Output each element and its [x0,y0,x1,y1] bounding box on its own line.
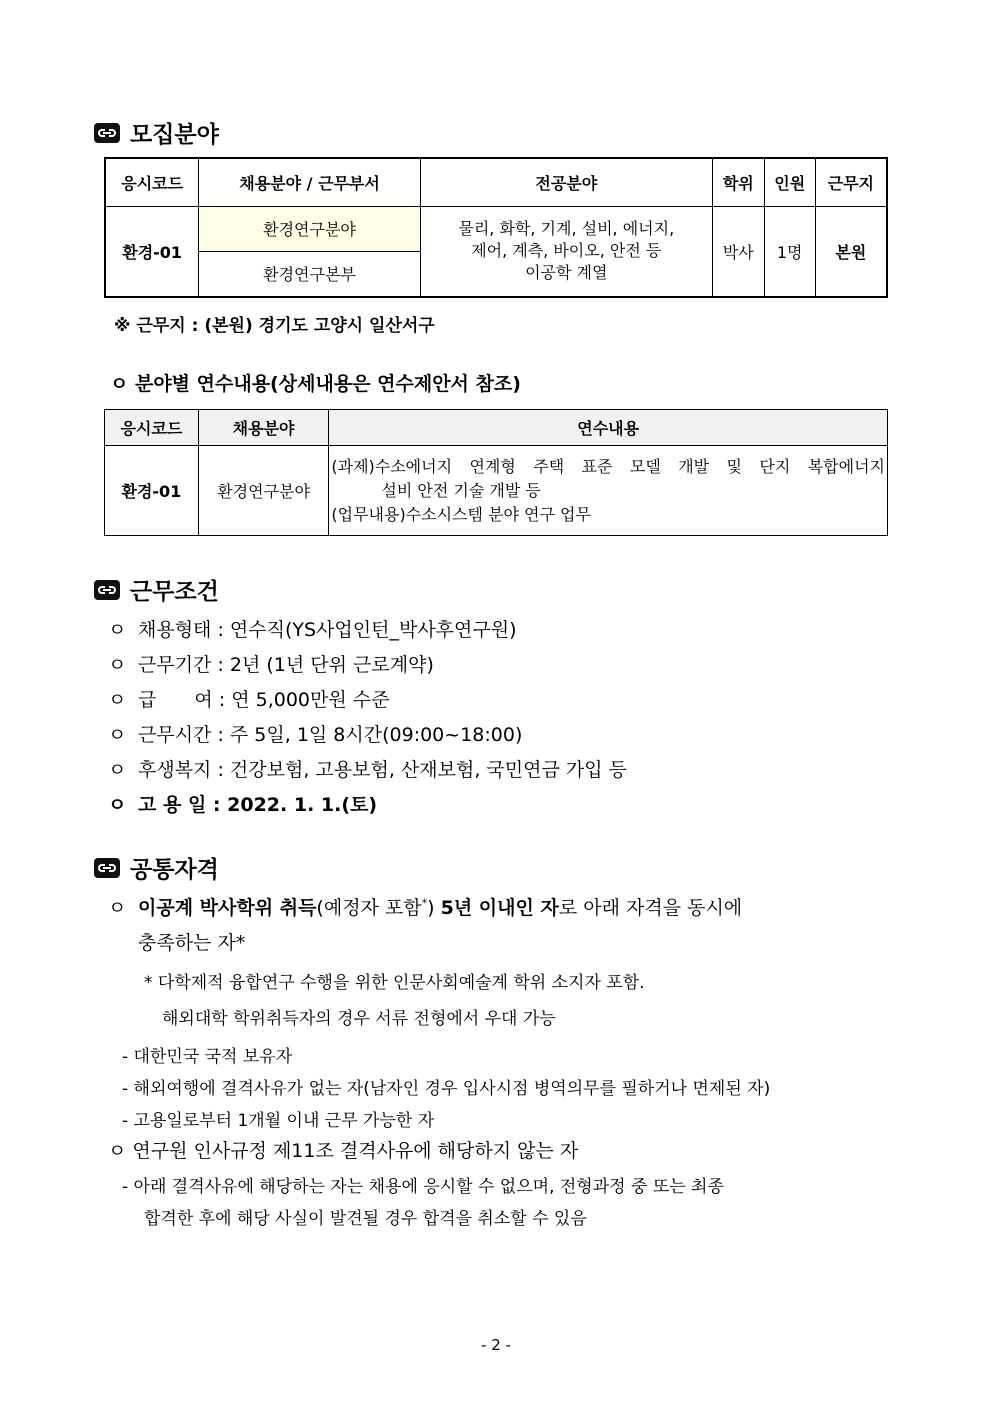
location-note: ※ 근무지 : (본원) 경기도 고양시 일산서구 [114,316,435,336]
list-item: - 해외여행에 결격사유가 없는 자(남자인 경우 입사시점 병역의무를 필하거나 면제된 자) [122,1079,771,1099]
qualification-item-1-cont: 충족하는 자* [138,932,246,954]
location-cell: 본원 [815,206,887,297]
header-cell: 학위 [712,158,764,206]
header-cell: 채용분야 / 근무부서 [199,158,420,206]
header-cell: 전공분야 [420,158,712,206]
list-item: ㅇ 근무시간 : 주 5일, 1일 8시간(09:00~18:00) [108,724,523,746]
list-item: - 고용일로부터 1개월 이내 근무 가능한 자 [122,1111,435,1131]
major-cell: 물리, 화학, 기계, 설비, 에너지, 제어, 계측, 바이오, 안전 등 이공학 계열 [420,206,712,297]
table-row [105,206,887,251]
field-cell: 환경연구분야 [198,446,329,536]
link-icon [94,580,120,600]
list-item: ㅇ 채용형태 : 연수직(YS사업인턴_박사후연구원) [108,619,517,641]
list-item: - 대한민국 국적 보유자 [122,1047,293,1067]
header-cell: 응시코드 [105,410,199,446]
list-item: ㅇ 후생복지 : 건강보험, 고용보험, 산재보험, 국민연금 가입 등 [108,759,627,781]
link-icon [94,123,120,143]
list-item: ㅇ 근무기간 : 2년 (1년 단위 근로계약) [108,654,434,676]
header-cell: 근무지 [815,158,887,206]
list-item: - 아래 결격사유에 해당하는 자는 채용에 응시할 수 없으며, 전형과정 중 또는 최종 [122,1177,724,1197]
list-item: ㅇ 고 용 일 : 2022. 1. 1.(토) [108,794,378,816]
subsection-title: ㅇ 분야별 연수내용(상세내용은 연수제안서 참조) [110,373,521,395]
qualification-item-1: ㅇ 이공계 박사학위 취득(예정자 포함*) 5년 이내인 자로 아래 자격을 동시에 [108,896,743,919]
table-header-row [105,158,887,206]
section-title-qualifications: 공통자격 [94,851,219,884]
footnote: * 다학제적 융합연구 수행을 위한 인문사회예술계 학위 소지자 포함. [144,973,645,993]
header-cell: 인원 [764,158,815,206]
list-item: ㅇ 급 여 : 연 5,000만원 수준 [108,689,390,711]
field-cell: 환경연구분야 [199,206,420,251]
dept-cell: 환경연구본부 [199,251,420,297]
header-cell: 연수내용 [329,410,888,446]
link-icon [94,858,120,878]
table-row [105,446,888,536]
degree-cell: 박사 [712,206,764,297]
code-cell: 환경-01 [105,446,199,536]
section-title-recruitment: 모집분야 [94,116,219,149]
page-number: - 2 - [481,1336,511,1354]
recruitment-table [104,157,888,298]
list-item-cont: 합격한 후에 해당 사실이 발견될 경우 합격을 취소할 수 있음 [144,1209,587,1229]
conditions-list [108,615,627,825]
training-table [104,409,888,536]
section-title-conditions: 근무조건 [94,573,219,606]
header-cell: 채용분야 [198,410,329,446]
code-cell: 환경-01 [105,206,199,297]
qualification-item-2: ㅇ 연구원 인사규정 제11조 결격사유에 해당하지 않는 자 [108,1140,579,1162]
content-cell: (과제)수소에너지 연계형 주택 표준 모델 개발 및 단지 복합에너지 설비 안전 기술 개발 등 (업무내용)수소시스템 분야 연구 업무 [329,446,888,536]
count-cell: 1명 [764,206,815,297]
footnote: 해외대학 학위취득자의 경우 서류 전형에서 우대 가능 [162,1009,556,1029]
header-cell: 응시코드 [105,158,199,206]
table-header-row [105,410,888,446]
